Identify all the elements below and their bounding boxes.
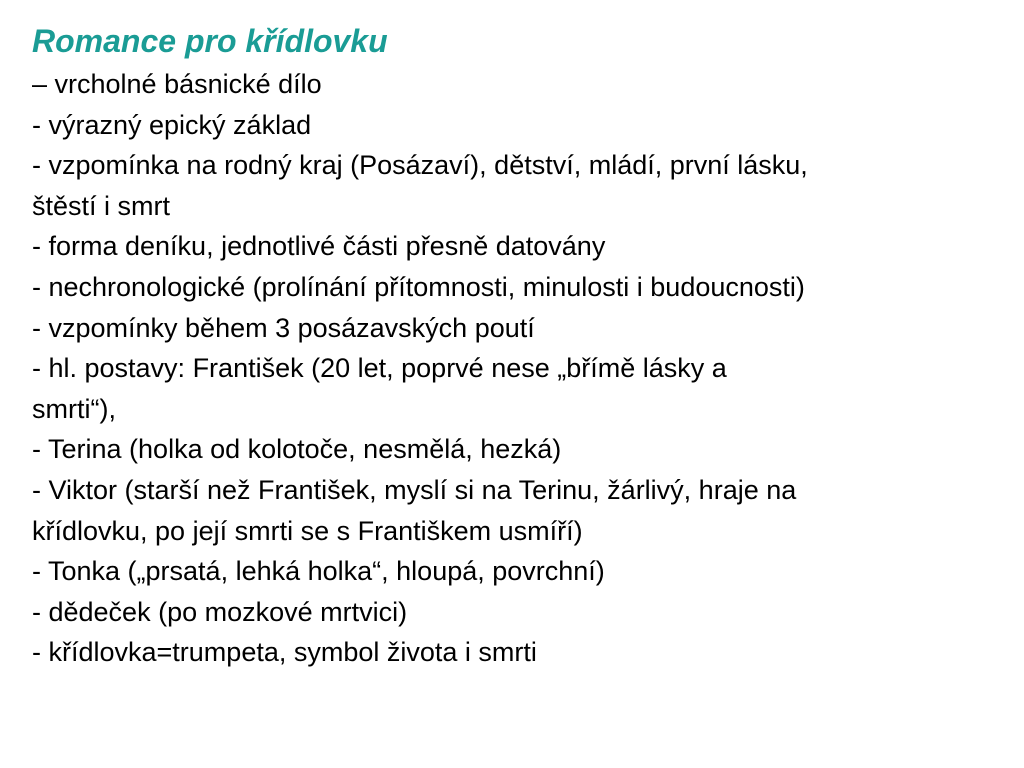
body-line: - Viktor (starší než František, myslí si na Terinu, žárlivý, hraje na — [32, 474, 797, 505]
body-line: - vzpomínky během 3 posázavských poutí — [32, 312, 535, 343]
slide-body — [32, 64, 1014, 673]
body-line: - nechronologické (prolínání přítomnosti, minulosti i budoucnosti) — [32, 271, 805, 302]
body-line: – vrcholné básnické dílo — [32, 69, 322, 99]
body-line: - křídlovka=trumpeta, symbol života i smrti — [32, 637, 537, 668]
body-line: štěstí i smrt — [32, 190, 171, 221]
body-line: smrti“), — [32, 393, 116, 424]
body-line: - dědeček (po mozkové mrtvici) — [32, 596, 408, 627]
body-line: - vzpomínka na rodný kraj (Posázaví), dětství, mládí, první lásku, — [32, 150, 808, 181]
body-line: - forma deníku, jednotlivé části přesně datovány — [32, 231, 606, 262]
body-line: - Tonka („prsatá, lehká holka“, hloupá, povrchní) — [32, 556, 605, 587]
body-line: - výrazný epický základ — [32, 109, 312, 140]
body-line: - Terina (holka od kolotoče, nesmělá, hezká) — [32, 434, 562, 465]
body-line: křídlovku, po její smrti se s Františkem usmíří) — [32, 515, 583, 546]
body-line: - hl. postavy: František (20 let, poprvé nese „břímě lásky a — [32, 353, 727, 384]
slide-title: Romance pro křídlovku — [32, 23, 388, 59]
